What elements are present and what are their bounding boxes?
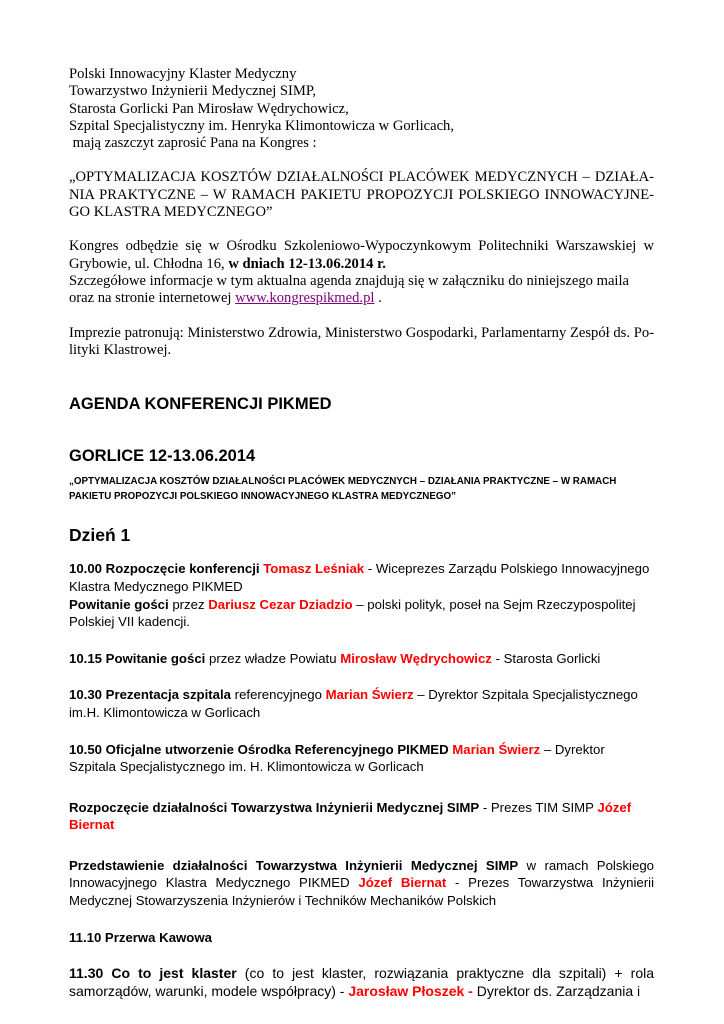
document-page	[69, 66, 654, 1000]
speaker-name: Marian Świerz	[452, 741, 541, 757]
agenda-connector: w ramach Polskiego Innowacyjnego Klastra Medycznego PIKMED	[69, 857, 654, 891]
agenda-item	[69, 799, 654, 834]
host-line: Towarzystwo Inżynierii Medycznej SIMP,	[69, 83, 317, 100]
congress-title: „OPTYMALIZACJA KOSZTÓW DZIAŁALNOŚCI PLACÓWEK MEDYCZNYCH – DZIAŁA-NIA PRAKTYCZNE – W RAMACH PAKIETU PROPOZYCJI POLSKIEGO INNOWACYJNE-GO KLASTRA MEDYCZNEGO”	[69, 169, 654, 221]
day-label: Dzień 1	[69, 525, 131, 546]
agenda-item	[69, 650, 654, 668]
details-text: Szczegółowe informacje w tym aktualna agenda znajdują się w załączniku do niniejszego maila oraz na stronie internetowej	[69, 272, 630, 307]
agenda-place-date: GORLICE 12-13.06.2014	[69, 447, 256, 466]
agenda-connector: przez władze Powiatu	[205, 650, 341, 666]
agenda-item	[69, 929, 654, 947]
agenda-connector: (co to jest klaster, rozwiązania praktyczne dla szpitali) + rola samorządów, warunki, modele współpracy) -	[69, 965, 655, 999]
host-line: Polski Innowacyjny Klaster Medyczny	[69, 66, 297, 82]
speaker-name: Józef Biernat	[358, 875, 447, 891]
speaker-name: Marian Świerz	[325, 687, 414, 703]
agenda-heading: AGENDA KONFERENCJI PIKMED	[69, 395, 332, 414]
venue-info	[69, 238, 654, 273]
speaker-role: - Prezes TIM SIMP	[479, 799, 598, 815]
agenda-title: Rozpoczęcie działalności Towarzystwa Inżynierii Medycznej SIMP	[69, 799, 480, 815]
website-link[interactable]: www.kongrespikmed.pl	[235, 290, 375, 307]
agenda-time-title: 11.10 Przerwa Kawowa	[69, 929, 212, 945]
agenda-connector: przez	[168, 596, 209, 612]
speaker-role: – Dyrektor Szpitala Specjalistycznego im.H. Klimontowicza w Gorlicach	[69, 687, 638, 720]
agenda-connector: referencyjnego	[231, 687, 326, 703]
speaker-name: Tomasz Leśniak	[263, 561, 365, 577]
patrons-info: Imprezie patronują: Ministerstwo Zdrowia, Ministerstwo Gospodarki, Parlamentarny Zespół ds. Po-lityki Klastrowej.	[69, 324, 654, 358]
host-line: mają zaszczyt zaprosić Pana na Kongres :	[69, 135, 317, 152]
speaker-role: - Wiceprezes Zarządu Polskiego Innowacyjnego Klastra Medycznego PIKMED	[69, 561, 650, 594]
agenda-item	[69, 560, 654, 630]
speaker-name: Mirosław Wędrychowicz	[340, 650, 492, 666]
agenda-time-title: 11.30 Co to jest klaster	[69, 965, 237, 982]
agenda-item-text	[69, 596, 654, 631]
speaker-role: Dyrektor ds. Zarządzania i	[472, 982, 641, 999]
speaker-role: - Prezes Towarzystwa Inżynierii Medycznej Stowarzyszenia Inżynierów i Techników Mechaników Polskich	[69, 875, 655, 909]
agenda-time-title: 10.15 Powitanie gości	[69, 650, 206, 666]
speaker-name: Józef Biernat	[69, 799, 632, 833]
venue-text: Kongres odbędzie się w Ośrodku Szkoleniowo-Wypoczynkowym Politechniki Warszawskiej w Grybowie, ul. Chłodna 16,	[69, 238, 654, 272]
agenda-item-text	[69, 560, 654, 595]
agenda-time-title: 10.50 Oficjalne utworzenie Ośrodka Referencyjnego PIKMED	[69, 741, 449, 757]
agenda-title: Powitanie gości	[69, 596, 169, 612]
agenda-time-title: 10.30 Prezentacja szpitala	[69, 687, 232, 703]
agenda-time-title: 10.00 Rozpoczęcie konferencji	[69, 561, 260, 577]
congress-dates: w dniach 12-13.06.2014 r.	[228, 255, 386, 272]
details-info	[69, 273, 654, 308]
agenda-item	[69, 686, 654, 721]
speaker-role: – polski polityk, poseł na Sejm Rzeczypospolitej Polskiej VII kadencji.	[69, 596, 636, 630]
agenda-title: Przedstawienie działalności Towarzystwa Inżynierii Medycznej SIMP	[69, 857, 519, 873]
speaker-name: Jarosław Płoszek -	[348, 982, 473, 999]
agenda-item	[69, 965, 654, 1000]
invitation-hosts	[69, 66, 654, 152]
host-line: Szpital Specjalistyczny im. Henryka Klimontowicza w Gorlicach,	[69, 117, 455, 134]
agenda-subtitle: „OPTYMALIZACJA KOSZTÓW DZIAŁALNOŚCI PLACÓWEK MEDYCZNYCH – DZIAŁANIA PRAKTYCZNE – W RAMACH PAKIETU PROPOZYCJI POLSKIEGO INNOWACYJNEGO KLASTRA MEDYCZNEGO”	[69, 476, 617, 502]
agenda-item	[69, 857, 654, 910]
host-line: Starosta Gorlicki Pan Mirosław Wędrychowicz,	[69, 100, 349, 117]
speaker-role: – Dyrektor Szpitala Specjalistycznego im. H. Klimontowicza w Gorlicach	[69, 741, 605, 775]
speaker-role: - Starosta Gorlicki	[491, 650, 601, 666]
details-end: .	[374, 290, 382, 307]
speaker-name: Dariusz Cezar Dziadzio	[208, 596, 353, 612]
agenda-item	[69, 741, 654, 776]
